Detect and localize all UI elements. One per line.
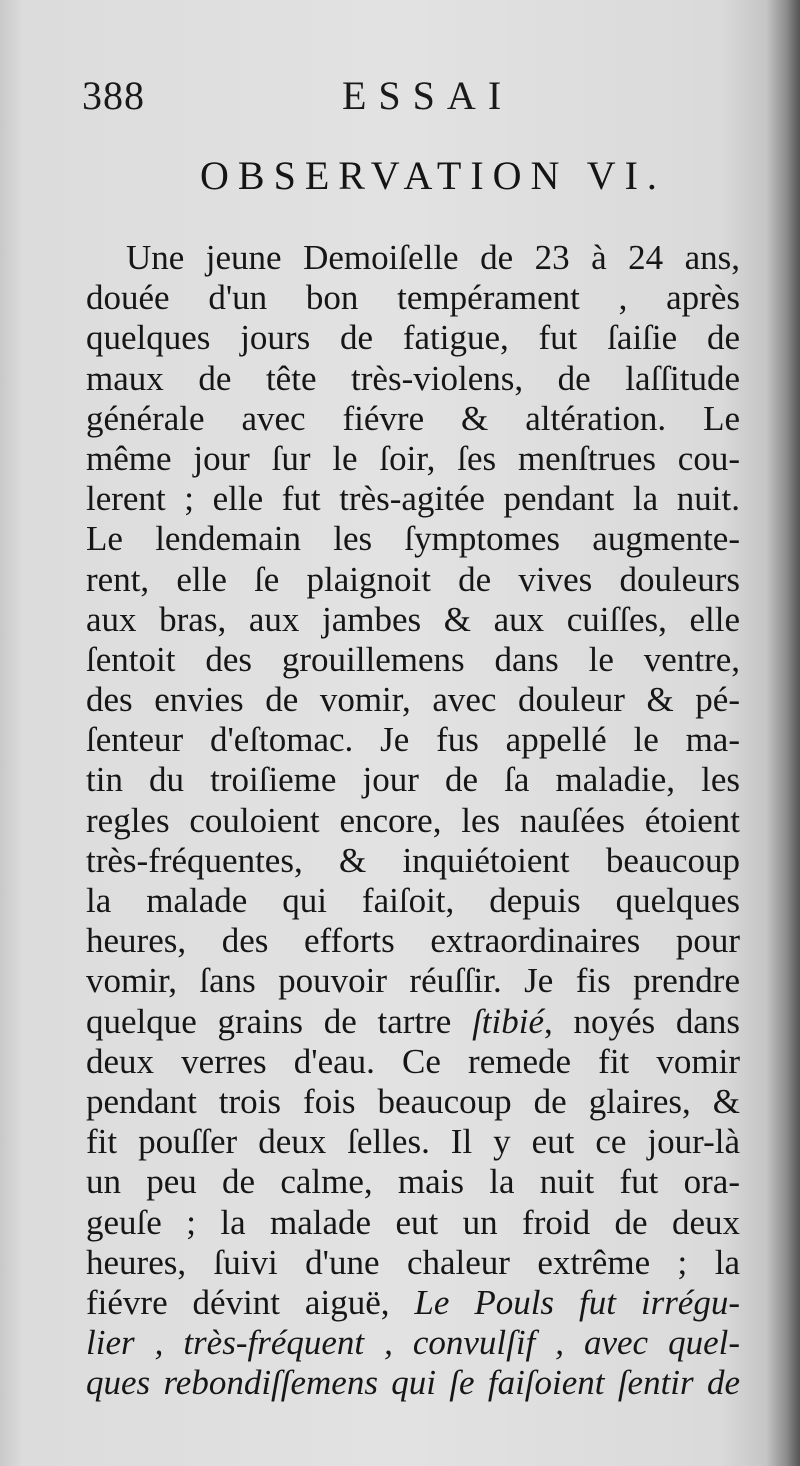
italic-segment: Le Pouls fut irrégu- — [414, 1282, 740, 1322]
text-line: fit pouſſer deux ſelles. Il y eut ce jour-là — [86, 1122, 740, 1162]
text-line: des envies de vomir, avec douleur & pé- — [86, 680, 740, 720]
section-heading: OBSERVATION VI. — [200, 153, 666, 198]
text-line: très-fréquentes, & inquiétoient beaucoup — [86, 840, 740, 880]
text-line — [86, 1002, 740, 1042]
text-line: Le lendemain les ſymptomes augmente- — [86, 519, 740, 559]
text-line: ques rebondiſſemens qui ſe faiſoient ſentir de — [86, 1363, 740, 1403]
text-line: geuſe ; la malade eut un froid de deux — [86, 1202, 740, 1242]
text-line: regles couloient encore, les nauſées étoient — [86, 800, 740, 840]
body-text — [86, 238, 740, 1403]
text-line: ſentoit des grouillemens dans le ventre, — [86, 639, 740, 679]
text-line: aux bras, aux jambes & aux cuiſſes, elle — [86, 599, 740, 639]
running-head: ESSAI — [342, 73, 514, 118]
text-segment: fiévre dévint aiguë, — [86, 1282, 415, 1322]
gutter-shadow — [766, 0, 800, 1466]
text-line: la malade qui faiſoit, depuis quelques — [86, 881, 740, 920]
text-line: heures, des efforts extraordinaires pour — [86, 921, 740, 961]
page-header — [82, 72, 742, 122]
text-line: un peu de calme, mais la nuit fut ora- — [86, 1162, 740, 1202]
italic-segment: ſtibié — [472, 1001, 544, 1041]
text-segment: , noyés dans — [544, 1001, 740, 1041]
text-line: Une jeune Demoiſelle de 23 à 24 ans, — [126, 238, 740, 277]
text-segment: quelque grains de tartre — [86, 1001, 473, 1041]
text-line: douée d'un bon tempérament , après — [86, 278, 740, 318]
text-line: maux de tête très-violens, de laſſitude — [86, 358, 740, 398]
text-line: générale avec fiévre & altération. Le — [86, 398, 740, 438]
text-line: lier , très-fréquent , convulſif , avec quel- — [86, 1323, 740, 1363]
text-line: vomir, ſans pouvoir réuſſir. Je fis prendre — [86, 961, 740, 1001]
text-line: même jour ſur le ſoir, ſes menſtrues cou- — [86, 438, 740, 478]
text-line: ſenteur d'eſtomac. Je fus appellé le ma- — [86, 720, 740, 760]
text-line: heures, ſuivi d'une chaleur extrême ; la — [86, 1242, 740, 1282]
text-line: tin du troiſieme jour de ſa maladie, les — [86, 760, 740, 800]
text-line: pendant trois fois beaucoup de glaires, & — [86, 1081, 740, 1121]
text-line: rent, elle ſe plaignoit de vives douleurs — [86, 559, 740, 599]
text-line: lerent ; elle fut très-agitée pendant la nuit. — [86, 479, 740, 519]
text-line: quelques jours de fatigue, fut ſaiſie de — [86, 318, 740, 358]
page-number: 388 — [82, 73, 145, 118]
text-line: deux verres d'eau. Ce remede fit vomir — [86, 1041, 740, 1081]
text-line — [86, 1283, 740, 1323]
